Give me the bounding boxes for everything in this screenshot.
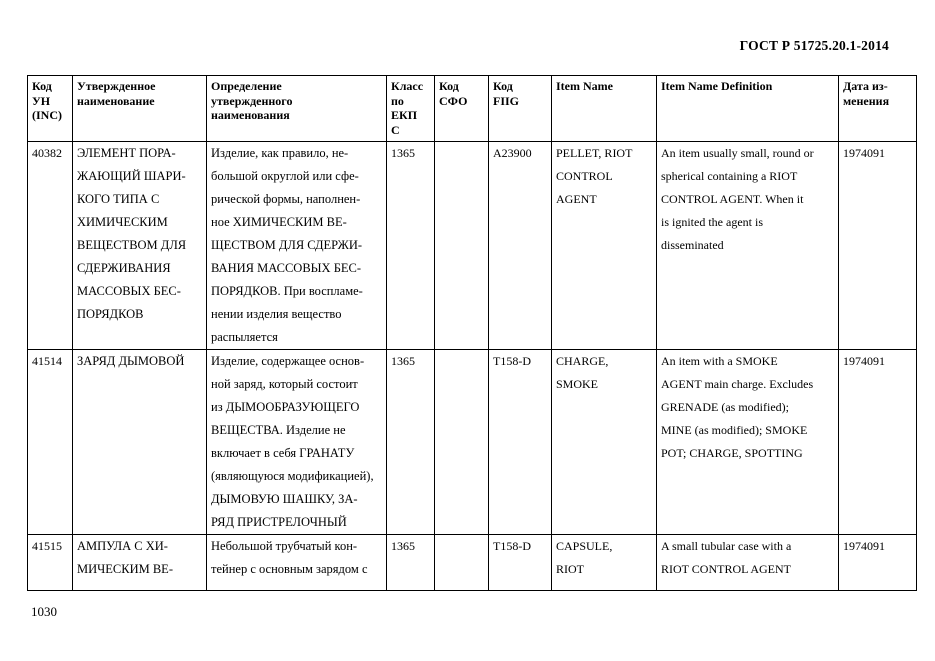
fiig-cell: A23900 bbox=[489, 142, 552, 350]
item-definition-cell bbox=[657, 142, 839, 350]
class-cell: 1365 bbox=[387, 535, 435, 591]
inc-cell: 41515 bbox=[28, 535, 73, 591]
header-line: утвержденного bbox=[211, 93, 293, 108]
header-approved-name bbox=[73, 76, 207, 142]
sfo-cell bbox=[435, 142, 489, 350]
cell-line: A small tubular case with a bbox=[661, 539, 792, 553]
cell-line: МАССОВЫХ БЕС- bbox=[77, 284, 181, 298]
item-name-cell bbox=[552, 350, 657, 535]
approved-name-cell bbox=[73, 350, 207, 535]
cell-line: ЭЛЕМЕНТ ПОРА- bbox=[77, 146, 176, 160]
header-class bbox=[387, 76, 435, 142]
fiig-cell: T158-D bbox=[489, 350, 552, 535]
cell-line: GRENADE (as modified); bbox=[661, 400, 789, 414]
cell-line: Небольшой трубчатый кон- bbox=[211, 539, 358, 553]
header-change-date bbox=[839, 76, 917, 142]
header-line: УН bbox=[32, 93, 51, 108]
header-line: Код bbox=[32, 79, 52, 93]
header-line: по bbox=[391, 93, 404, 108]
cell-line: ПОРЯДКОВ. При воспламе- bbox=[211, 284, 363, 298]
header-item-name bbox=[552, 76, 657, 142]
cell-line: ДЫМОВУЮ ШАШКУ, ЗА- bbox=[211, 492, 358, 506]
header-line: Класс bbox=[391, 79, 424, 93]
cell-line: is ignited the agent is bbox=[661, 215, 763, 229]
cell-line: CAPSULE, bbox=[556, 539, 613, 553]
change-date-cell: 1974091 bbox=[839, 142, 917, 350]
cell-line: нении изделия вещество bbox=[211, 307, 342, 321]
header-line: Утвержденное bbox=[77, 79, 156, 93]
cell-line: включает в себя ГРАНАТУ bbox=[211, 446, 355, 460]
cell-line: ХИМИЧЕСКИМ bbox=[77, 215, 168, 229]
sfo-cell bbox=[435, 350, 489, 535]
class-cell: 1365 bbox=[387, 142, 435, 350]
item-name-cell bbox=[552, 142, 657, 350]
header-item-definition bbox=[657, 76, 839, 142]
cell-line: распыляется bbox=[211, 330, 278, 344]
cell-line: CONTROL bbox=[556, 169, 613, 183]
cell-line: РЯД ПРИСТРЕЛОЧНЫЙ bbox=[211, 515, 347, 529]
cell-line: PELLET, RIOT bbox=[556, 146, 633, 160]
inc-cell: 40382 bbox=[28, 142, 73, 350]
item-definition-cell bbox=[657, 535, 839, 591]
header-line: Item Name Definition bbox=[661, 79, 773, 93]
table-row bbox=[28, 535, 917, 591]
cell-line: spherical containing a RIOT bbox=[661, 169, 798, 183]
cell-line: Изделие, как правило, не- bbox=[211, 146, 349, 160]
header-sfo bbox=[435, 76, 489, 142]
inc-cell: 41514 bbox=[28, 350, 73, 535]
item-name-cell bbox=[552, 535, 657, 591]
header-definition bbox=[207, 76, 387, 142]
header-line: С bbox=[391, 122, 400, 137]
cell-line: AGENT main charge. Excludes bbox=[661, 377, 814, 391]
approved-name-cell bbox=[73, 535, 207, 591]
page-number: 1030 bbox=[31, 604, 57, 619]
header-line: Код bbox=[439, 79, 459, 93]
cell-line: POT; CHARGE, SPOTTING bbox=[661, 446, 803, 460]
cell-line: MINE (as modified); SMOKE bbox=[661, 423, 808, 437]
definition-cell bbox=[207, 142, 387, 350]
cell-line: An item with a SMOKE bbox=[661, 354, 778, 368]
header-line: СФО bbox=[439, 93, 468, 108]
header-line: менения bbox=[843, 93, 890, 108]
cell-line: CONTROL AGENT. When it bbox=[661, 192, 804, 206]
cell-line: RIOT bbox=[556, 562, 584, 576]
cell-line: Изделие, содержащее основ- bbox=[211, 354, 365, 368]
header-line: Дата из- bbox=[843, 79, 888, 93]
cell-line: МИЧЕСКИМ ВЕ- bbox=[77, 562, 173, 576]
header-fiig bbox=[489, 76, 552, 142]
cell-line: An item usually small, round or bbox=[661, 146, 814, 160]
cell-line: ВЕЩЕСТВОМ ДЛЯ bbox=[77, 238, 187, 252]
table-row bbox=[28, 350, 917, 535]
cell-line: disseminated bbox=[661, 238, 724, 252]
sfo-cell bbox=[435, 535, 489, 591]
cell-line: ЖАЮЩИЙ ШАРИ- bbox=[77, 169, 186, 183]
document-header: ГОСТ Р 51725.20.1-2014 bbox=[739, 38, 889, 53]
class-cell: 1365 bbox=[387, 350, 435, 535]
cell-line: (являющуюся модификацией), bbox=[211, 469, 374, 483]
header-inc bbox=[28, 76, 73, 142]
cell-line: рической формы, наполнен- bbox=[211, 192, 361, 206]
change-date-cell: 1974091 bbox=[839, 350, 917, 535]
cell-line: AGENT bbox=[556, 192, 597, 206]
header-line: Определение bbox=[211, 79, 282, 93]
cell-line: из ДЫМООБРАЗУЮЩЕГО bbox=[211, 400, 360, 414]
cell-line: ЩЕСТВОМ ДЛЯ СДЕРЖИ- bbox=[211, 238, 363, 252]
cell-line: CHARGE, bbox=[556, 354, 609, 368]
item-definition-cell bbox=[657, 350, 839, 535]
cell-line: ВАНИЯ МАССОВЫХ БЕС- bbox=[211, 261, 362, 275]
cell-line: SMOKE bbox=[556, 377, 599, 391]
header-line: ЕКП bbox=[391, 108, 418, 122]
cell-line: СДЕРЖИВАНИЯ bbox=[77, 261, 171, 275]
catalog-table bbox=[27, 75, 917, 591]
cell-line: ное ХИМИЧЕСКИМ ВЕ- bbox=[211, 215, 347, 229]
cell-line: большой округлой или сфе- bbox=[211, 169, 359, 183]
cell-line: ПОРЯДКОВ bbox=[77, 307, 144, 321]
header-line: наименования bbox=[211, 108, 290, 122]
approved-name-cell bbox=[73, 142, 207, 350]
cell-line: КОГО ТИПА С bbox=[77, 192, 160, 206]
header-line: Item Name bbox=[556, 79, 613, 93]
definition-cell bbox=[207, 350, 387, 535]
header-line: FIIG bbox=[493, 93, 520, 108]
cell-line: ЗАРЯД ДЫМОВОЙ bbox=[77, 354, 185, 368]
table-row bbox=[28, 142, 917, 350]
fiig-cell: T158-D bbox=[489, 535, 552, 591]
header-line: наименование bbox=[77, 93, 155, 108]
cell-line: RIOT CONTROL AGENT bbox=[661, 562, 791, 576]
definition-cell bbox=[207, 535, 387, 591]
table-header-row bbox=[28, 76, 917, 142]
header-line: (INC) bbox=[32, 108, 62, 122]
header-line: Код bbox=[493, 79, 513, 93]
cell-line: ВЕЩЕСТВА. Изделие не bbox=[211, 423, 346, 437]
cell-line: АМПУЛА С ХИ- bbox=[77, 539, 168, 553]
change-date-cell: 1974091 bbox=[839, 535, 917, 591]
cell-line: тейнер с основным зарядом с bbox=[211, 562, 368, 576]
cell-line: ной заряд, который состоит bbox=[211, 377, 358, 391]
